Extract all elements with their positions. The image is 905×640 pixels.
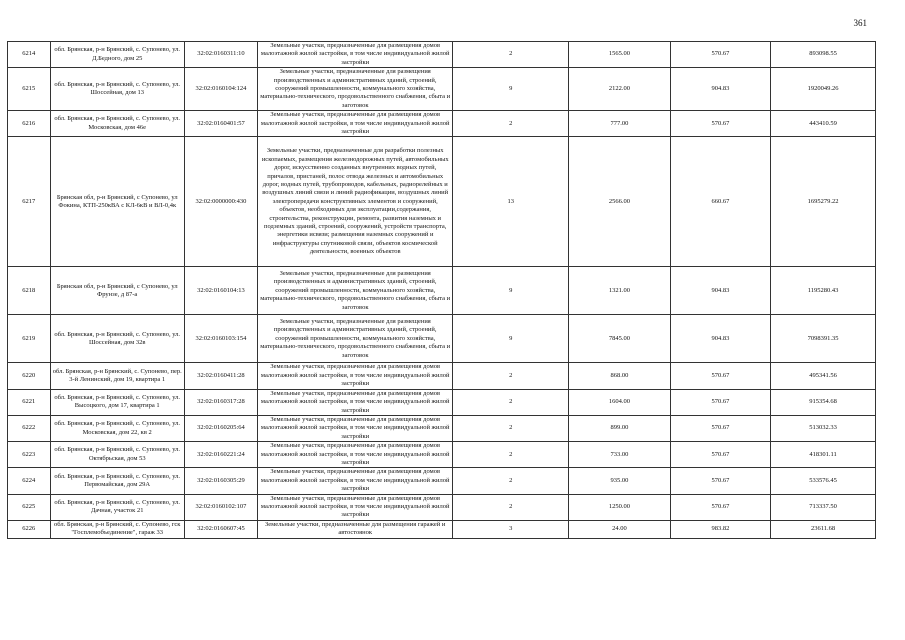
permitted-use-cell: Земельные участки, предназначенные для размещения домов малоэтажной жилой застройки, в том числе индивидуальной жилой застройки xyxy=(258,389,453,415)
cadastral-value-cell: 495341.56 xyxy=(771,363,876,389)
table-row xyxy=(8,389,876,415)
use-group-cell: 2 xyxy=(453,363,569,389)
page-number: 361 xyxy=(853,18,867,28)
address-cell: обл. Брянская, р-н Брянский, с. Супонево, ул. Первомайская, дом 29А xyxy=(50,468,184,494)
cadastral-number-cell: 32:02:0160607:45 xyxy=(184,520,257,538)
cadastral-value-cell: 533576.45 xyxy=(771,468,876,494)
specific-value-cell: 904.83 xyxy=(670,68,770,111)
area-cell: 868.00 xyxy=(569,363,671,389)
record-number-cell: 6219 xyxy=(8,315,51,363)
cadastral-value-cell: 893098.55 xyxy=(771,42,876,68)
area-cell: 24.00 xyxy=(569,520,671,538)
cadastral-number-cell: 32:02:0160401:57 xyxy=(184,111,257,137)
cadastral-value-cell: 513032.33 xyxy=(771,415,876,441)
area-cell: 7845.00 xyxy=(569,315,671,363)
record-number-cell: 6221 xyxy=(8,389,51,415)
record-number-cell: 6224 xyxy=(8,468,51,494)
specific-value-cell: 570.67 xyxy=(670,42,770,68)
record-number-cell: 6216 xyxy=(8,111,51,137)
cadastral-value-cell: 915354.68 xyxy=(771,389,876,415)
permitted-use-cell: Земельные участки, предназначенные для размещения производственных и административных зданий, строений, сооружений промышленности, коммунального хозяйства, материально-технического, продовольственного снабжения, сбыта и заготовок xyxy=(258,315,453,363)
cadastral-number-cell: 32:02:0160104:13 xyxy=(184,267,257,315)
cadastral-value-cell: 443410.59 xyxy=(771,111,876,137)
specific-value-cell: 983.82 xyxy=(670,520,770,538)
use-group-cell: 2 xyxy=(453,494,569,520)
address-cell: Брянская обл, р-н Брянский, с Супонево, ул Фрунзе, д 87-а xyxy=(50,267,184,315)
cadastral-value-cell: 23611.68 xyxy=(771,520,876,538)
area-cell: 1250.00 xyxy=(569,494,671,520)
table-row xyxy=(8,415,876,441)
address-cell: обл. Брянская, р-н Брянский, с. Супонево, ул. Октябрьская, дом 53 xyxy=(50,442,184,468)
table-row xyxy=(8,68,876,111)
table-row xyxy=(8,137,876,267)
address-cell: обл. Брянская, р-н Брянский, с. Супонево, пер. 3-й Ленинский, дом 19, квартира 1 xyxy=(50,363,184,389)
use-group-cell: 9 xyxy=(453,68,569,111)
table-row xyxy=(8,315,876,363)
cadastral-value-cell: 1195280.43 xyxy=(771,267,876,315)
cadastral-value-cell: 7098391.35 xyxy=(771,315,876,363)
cadastral-number-cell: 32:02:0160221:24 xyxy=(184,442,257,468)
specific-value-cell: 570.67 xyxy=(670,468,770,494)
permitted-use-cell: Земельные участки, предназначенные для размещения домов малоэтажной жилой застройки, в том числе индивидуальной жилой застройки xyxy=(258,111,453,137)
specific-value-cell: 570.67 xyxy=(670,494,770,520)
record-number-cell: 6218 xyxy=(8,267,51,315)
cadastral-number-cell: 32:02:0160411:28 xyxy=(184,363,257,389)
use-group-cell: 9 xyxy=(453,315,569,363)
cadastral-number-cell: 32:02:0160102:107 xyxy=(184,494,257,520)
specific-value-cell: 570.67 xyxy=(670,389,770,415)
specific-value-cell: 570.67 xyxy=(670,415,770,441)
table-row xyxy=(8,494,876,520)
cadastral-value-cell: 1920049.26 xyxy=(771,68,876,111)
table-row xyxy=(8,42,876,68)
use-group-cell: 2 xyxy=(453,415,569,441)
address-cell: Брянская обл, р-н Брянский, с Супонево, ул Фокина, КТП-250кВА с КЛ-6кВ и ВЛ-0,4к xyxy=(50,137,184,267)
area-cell: 2566.00 xyxy=(569,137,671,267)
table-row xyxy=(8,363,876,389)
table-row xyxy=(8,520,876,538)
use-group-cell: 9 xyxy=(453,267,569,315)
cadastral-number-cell: 32:02:0160103:154 xyxy=(184,315,257,363)
record-number-cell: 6226 xyxy=(8,520,51,538)
cadastral-number-cell: 32:02:0160305:29 xyxy=(184,468,257,494)
permitted-use-cell: Земельные участки, предназначенные для разработки полезных ископаемых, размещения железнодорожных путей, автомобильных дорог, искусственно созданных внутренних водных путей, причалов, пристаней, полос отвода железных и автомобильных дорог, водных путей, трубопроводов, кабельных, радиорелейных и воздушных линий связи и линий радиофикации, воздушных линий электропередачи конструктивных элементов и сооружений, объектов, необходимых для эксплуатации,содержания, строительства, реконструкции, ремонта, развития наземных и подземных зданий, строений, сооружений, устройств транспорта, энергетики исвязи; размещения наземных сооружений и инфраструктуры спутниковой связи, объектов космической деятельности, военных объектов xyxy=(258,137,453,267)
address-cell: обл. Брянская, р-н Брянский, с. Супонево, гск "Госплемобъединение", гараж 33 xyxy=(50,520,184,538)
record-number-cell: 6215 xyxy=(8,68,51,111)
cadastral-number-cell: 32:02:0160317:28 xyxy=(184,389,257,415)
specific-value-cell: 660.67 xyxy=(670,137,770,267)
use-group-cell: 2 xyxy=(453,42,569,68)
area-cell: 1604.00 xyxy=(569,389,671,415)
address-cell: обл. Брянская, р-н Брянский, с. Супонево, ул. Дачная, участок 21 xyxy=(50,494,184,520)
table-body xyxy=(8,42,876,539)
specific-value-cell: 570.67 xyxy=(670,363,770,389)
record-number-cell: 6217 xyxy=(8,137,51,267)
record-number-cell: 6214 xyxy=(8,42,51,68)
specific-value-cell: 570.67 xyxy=(670,111,770,137)
area-cell: 935.00 xyxy=(569,468,671,494)
table-row xyxy=(8,111,876,137)
address-cell: обл. Брянская, р-н Брянский, с. Супонево, ул. Московская, дом 22, кв 2 xyxy=(50,415,184,441)
area-cell: 733.00 xyxy=(569,442,671,468)
use-group-cell: 2 xyxy=(453,468,569,494)
cadastral-number-cell: 32:02:0160311:10 xyxy=(184,42,257,68)
permitted-use-cell: Земельные участки, предназначенные для размещения домов малоэтажной жилой застройки, в том числе индивидуальной жилой застройки xyxy=(258,363,453,389)
area-cell: 1321.00 xyxy=(569,267,671,315)
address-cell: обл. Брянская, р-н Брянский, с. Супонево, ул. Высоцкого, дом 17, квартира 1 xyxy=(50,389,184,415)
record-number-cell: 6220 xyxy=(8,363,51,389)
permitted-use-cell: Земельные участки, предназначенные для размещения производственных и административных зданий, строений, сооружений промышленности, коммунального хозяйства, материально-технического, продовольственного снабжения, сбыта и заготовок xyxy=(258,267,453,315)
area-cell: 2122.00 xyxy=(569,68,671,111)
use-group-cell: 13 xyxy=(453,137,569,267)
use-group-cell: 2 xyxy=(453,389,569,415)
permitted-use-cell: Земельные участки, предназначенные для размещения домов малоэтажной жилой застройки, в том числе индивидуальной жилой застройки xyxy=(258,442,453,468)
permitted-use-cell: Земельные участки, предназначенные для размещения домов малоэтажной жилой застройки, в том числе индивидуальной жилой застройки xyxy=(258,468,453,494)
address-cell: обл. Брянская, р-н Брянский, с. Супонево, ул. Д.Бедного, дом 25 xyxy=(50,42,184,68)
cadastral-value-cell: 1695279.22 xyxy=(771,137,876,267)
cadastral-value-cell: 713337.50 xyxy=(771,494,876,520)
area-cell: 777.00 xyxy=(569,111,671,137)
use-group-cell: 2 xyxy=(453,111,569,137)
specific-value-cell: 904.83 xyxy=(670,315,770,363)
address-cell: обл. Брянская, р-н Брянский, с. Супонево, ул. Шоссейная, дом 13 xyxy=(50,68,184,111)
permitted-use-cell: Земельные участки, предназначенные для размещения производственных и административных зданий, строений, сооружений промышленности, коммунального хозяйства, материально-технического, продовольственного снабжения, сбыта и заготовок xyxy=(258,68,453,111)
cadastral-number-cell: 32:02:0160205:64 xyxy=(184,415,257,441)
use-group-cell: 3 xyxy=(453,520,569,538)
table-row xyxy=(8,442,876,468)
record-number-cell: 6223 xyxy=(8,442,51,468)
use-group-cell: 2 xyxy=(453,442,569,468)
specific-value-cell: 570.67 xyxy=(670,442,770,468)
table-row xyxy=(8,468,876,494)
record-number-cell: 6222 xyxy=(8,415,51,441)
table-row xyxy=(8,267,876,315)
address-cell: обл. Брянская, р-н Брянский, с. Супонево, ул. Московская, дом 46е xyxy=(50,111,184,137)
permitted-use-cell: Земельные участки, предназначенные для размещения домов малоэтажной жилой застройки, в том числе индивидуальной жилой застройки xyxy=(258,415,453,441)
permitted-use-cell: Земельные участки, предназначенные для размещения домов малоэтажной жилой застройки, в том числе индивидуальной жилой застройки xyxy=(258,494,453,520)
cadastral-value-cell: 418301.11 xyxy=(771,442,876,468)
area-cell: 899.00 xyxy=(569,415,671,441)
area-cell: 1565.00 xyxy=(569,42,671,68)
permitted-use-cell: Земельные участки, предназначенные для размещения гаражей и автостоянок xyxy=(258,520,453,538)
cadastral-value-table xyxy=(7,41,876,539)
address-cell: обл. Брянская, р-н Брянский, с. Супонево, ул. Шоссейная, дом 32в xyxy=(50,315,184,363)
permitted-use-cell: Земельные участки, предназначенные для размещения домов малоэтажной жилой застройки, в том числе индивидуальной жилой застройки xyxy=(258,42,453,68)
specific-value-cell: 904.83 xyxy=(670,267,770,315)
cadastral-number-cell: 32:02:0000000:430 xyxy=(184,137,257,267)
record-number-cell: 6225 xyxy=(8,494,51,520)
cadastral-number-cell: 32:02:0160104:124 xyxy=(184,68,257,111)
